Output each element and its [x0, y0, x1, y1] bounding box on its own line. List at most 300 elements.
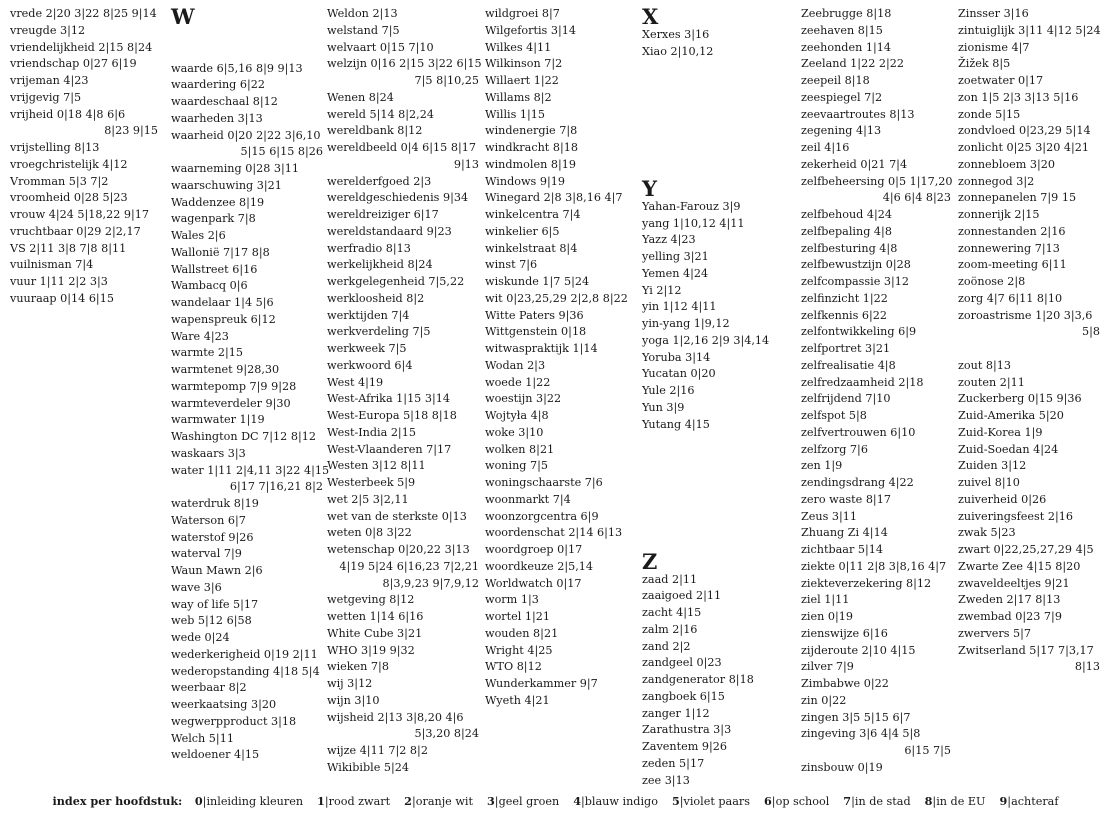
index-entry: winkelstraat 8|4	[485, 241, 578, 255]
index-entry: woonmarkt 7|4	[485, 492, 571, 506]
index-entry: zeden 5|17	[642, 756, 705, 770]
index-entry: werkwoord 6|4	[327, 358, 413, 372]
chapter-separator: |	[494, 795, 499, 808]
index-entry: zien 0|19	[801, 610, 853, 623]
index-entry: ziekte 0|11 2|8 3|8,16 4|7	[801, 559, 947, 573]
section-letter: Y	[642, 175, 657, 201]
index-entry: welvaart 0|15 7|10	[327, 40, 434, 54]
index-entry: Witte Paters 9|36	[485, 308, 584, 322]
index-entry: wijn 3|10	[327, 693, 380, 707]
index-entry: zonnebloem 3|20	[958, 157, 1056, 171]
chapter-legend-item	[317, 795, 390, 808]
index-entry: Wodan 2|3	[485, 358, 546, 372]
index-entry-continuation: 7|5 8|10,25	[414, 74, 479, 87]
index-entry: zonlicht 0|25 3|20 4|21	[958, 141, 1089, 154]
index-entry: zaaigoed 2|11	[642, 589, 722, 603]
index-entry: ziekteverzekering 8|12	[801, 576, 932, 590]
index-entry: Žižek 8|5	[958, 57, 1011, 71]
index-entry: wetgeving 8|12	[327, 593, 415, 607]
index-entry: zoetwater 0|17	[958, 74, 1044, 87]
index-entry: waardering 6|22	[171, 78, 266, 92]
index-entry: zangboek 6|15	[642, 689, 725, 703]
index-entry: zinsbouw 0|19	[801, 760, 883, 774]
index-entry-continuation: 8|23 9|15	[104, 124, 158, 138]
index-entry: wetten 1|14 6|16	[327, 610, 424, 623]
chapter-number: 7	[843, 794, 852, 808]
spacer	[642, 517, 792, 534]
index-entry: wit 0|23,25,29 2|2,8 8|22	[485, 291, 628, 305]
index-entry: woestijn 3|22	[485, 392, 562, 406]
index-entry: wave 3|6	[171, 580, 222, 594]
index-entry: warmwater 1|19	[171, 413, 265, 427]
index-entry: wet 2|5 3|2,11	[327, 492, 409, 506]
index-column-2	[171, 4, 330, 764]
index-entry: Zuid-Amerika 5|20	[958, 409, 1064, 422]
index-entry: woningschaarste 7|6	[485, 476, 603, 489]
index-entry: Zarathustra 3|3	[642, 723, 732, 737]
index-entry: Wojtyła 4|8	[485, 409, 549, 422]
index-entry: Zeebrugge 8|18	[801, 7, 892, 20]
index-entry: zelfbepaling 4|8	[801, 224, 892, 238]
index-entry: vrede 2|20 3|22 8|25 9|14	[10, 7, 157, 20]
chapter-name: geel groen	[498, 795, 560, 808]
index-entry: warmtepomp 7|9 9|28	[171, 379, 297, 393]
index-column-1	[10, 6, 158, 308]
index-column-6	[801, 6, 951, 777]
index-entry: vriendschap 0|27 6|19	[10, 57, 137, 71]
chapter-separator: |	[1007, 795, 1012, 808]
index-entry: zaad 2|11	[642, 572, 698, 586]
index-entry: zeehonden 1|14	[801, 40, 891, 54]
chapter-separator: |	[324, 795, 329, 808]
index-entry-continuation: 6|17 7|16,21 8|2	[229, 480, 323, 494]
chapter-number: 5	[671, 794, 680, 808]
chapter-number: 2	[404, 794, 412, 808]
index-entry: vuilnisman 7|4	[10, 258, 94, 272]
index-entry: zandgeel 0|23	[642, 656, 722, 670]
chapter-number: 3	[487, 794, 495, 808]
index-entry: Zimbabwe 0|22	[801, 677, 889, 690]
index-entry: zingen 3|5 5|15 6|7	[801, 710, 911, 724]
chapter-separator: |	[679, 795, 684, 808]
index-entry: West-India 2|15	[327, 425, 416, 439]
index-entry: woning 7|5	[485, 459, 549, 473]
index-entry: Wikibible 5|24	[327, 760, 410, 774]
index-entry: Wyeth 4|21	[485, 693, 550, 707]
index-entry: Wenen 8|24	[327, 90, 394, 104]
chapter-number: 8	[924, 794, 933, 808]
index-entry: zekerheid 0|21 7|4	[801, 157, 908, 171]
index-entry: Zuckerberg 0|15 9|36	[958, 392, 1082, 406]
index-column-4	[485, 6, 633, 710]
index-entry: West-Vlaanderen 7|17	[327, 442, 452, 456]
spacer	[642, 128, 792, 145]
index-entry-continuation: 5|15 6|15 8|26	[240, 145, 323, 159]
chapter-legend-item	[195, 795, 303, 808]
index-entry: vroegchristelijk 4|12	[10, 157, 128, 171]
index-entry: WTO 8|12	[485, 660, 542, 674]
index-entry-continuation: 9|13	[453, 157, 479, 171]
index-entry: wijze 4|11 7|2 8|2	[327, 744, 428, 757]
spacer	[642, 94, 792, 111]
index-entry: zonnerijk 2|15	[958, 208, 1040, 221]
index-column-5	[642, 6, 792, 789]
index-entry: werkverdeling 7|5	[327, 325, 431, 339]
chapter-legend-item	[487, 795, 559, 808]
index-entry: zanger 1|12	[642, 706, 710, 720]
section-letter: X	[642, 4, 659, 29]
index-entry: waarheid 0|20 2|22 3|6,10	[171, 128, 321, 142]
index-entry: zen 1|9	[801, 459, 843, 473]
chapter-name: in de EU	[936, 795, 986, 808]
index-entry: wiskunde 1|7 5|24	[485, 275, 590, 288]
index-entry: werkgelegenheid 7|5,22	[327, 275, 465, 288]
index-entry: Xerxes 3|16	[642, 28, 710, 41]
spacer	[642, 500, 792, 517]
index-entry: Waterson 6|7	[171, 513, 246, 527]
index-entry: zelfontwikkeling 6|9	[801, 325, 917, 339]
index-entry: woordkeuze 2|5,14	[485, 559, 594, 573]
index-entry: vuur 1|11 2|2 3|3	[10, 275, 108, 288]
index-entry: way of life 5|17	[171, 597, 259, 611]
index-entry: Zuiden 3|12	[958, 459, 1027, 473]
index-entry: Yucatan 0|20	[642, 367, 716, 381]
chapter-legend-item	[764, 795, 829, 808]
index-entry: wortel 1|21	[485, 610, 551, 623]
spacer	[958, 341, 1100, 358]
index-entry: wouden 8|21	[485, 626, 559, 640]
index-entry: vriendelijkheid 2|15 8|24	[10, 40, 153, 54]
index-entry: Wunderkammer 9|7	[485, 677, 598, 690]
index-entry: Willis 1|15	[485, 107, 546, 121]
spacer	[642, 144, 792, 161]
index-entry: Yun 3|9	[642, 400, 685, 414]
index-entry: zon 1|5 2|3 3|13 5|16	[958, 90, 1079, 104]
index-entry: warmteverdeler 9|30	[171, 396, 291, 410]
spacer	[171, 27, 323, 44]
index-entry: zwervers 5|7	[958, 626, 1032, 640]
index-entry: yang 1|10,12 4|11	[642, 216, 745, 230]
index-entry: zorg 4|7 6|11 8|10	[958, 291, 1063, 305]
index-entry: zelfportret 3|21	[801, 342, 891, 355]
index-entry: warmtenet 9|28,30	[171, 363, 280, 376]
index-entry: werktijden 7|4	[327, 308, 410, 322]
index-entry: woke 3|10	[485, 425, 544, 439]
index-entry: zelfredzaamheid 2|18	[801, 375, 924, 389]
index-entry: zero waste 8|17	[801, 492, 891, 506]
chapter-legend-items	[186, 795, 1059, 808]
index-entry: zoönose 2|8	[958, 275, 1026, 288]
index-entry: zwak 5|23	[958, 526, 1016, 540]
index-entry: zuivel 8|10	[958, 476, 1020, 489]
index-entry: Winegard 2|8 3|8,16 4|7	[485, 191, 623, 205]
index-entry: welzijn 0|16 2|15 3|22 6|15	[327, 57, 482, 71]
index-entry: White Cube 3|21	[327, 626, 423, 640]
chapter-name: oranje wit	[415, 795, 473, 808]
index-entry: werkelijkheid 8|24	[327, 258, 433, 272]
index-entry: Zeeland 1|22 2|22	[801, 57, 904, 71]
index-entry: web 5|12 6|58	[171, 614, 252, 628]
index-entry: Wallstreet 6|16	[171, 262, 258, 276]
index-entry: zijderoute 2|10 4|15	[801, 643, 916, 657]
index-entry: West-Europa 5|18 8|18	[327, 409, 457, 422]
index-entry: winst 7|6	[485, 258, 538, 272]
index-entry: wede 0|24	[171, 631, 230, 644]
index-entry: zelfspot 5|8	[801, 409, 867, 422]
index-entry: Zwitserland 5|17 7|3,17	[958, 643, 1094, 657]
index-entry: zin 0|22	[801, 693, 847, 707]
index-entry: wetenschap 0|20,22 3|13	[327, 543, 470, 556]
index-entry: zandgenerator 8|18	[642, 673, 754, 686]
chapter-name: in de stad	[854, 795, 911, 808]
index-entry: zuiveringsfeest 2|16	[958, 509, 1073, 523]
index-entry: waarde 6|5,16 8|9 9|13	[171, 61, 303, 75]
spacer	[642, 111, 792, 128]
index-entry: zintuiglijk 3|11 4|12 5|24	[958, 23, 1101, 37]
index-entry: zienswijze 6|16	[801, 626, 888, 640]
index-entry: VS 2|11 3|8 7|8 8|11	[10, 241, 127, 255]
index-entry: yoga 1|2,16 2|9 3|4,14	[642, 333, 770, 347]
index-entry: West-Afrika 1|15 3|14	[327, 392, 450, 406]
index-entry: vreugde 3|12	[10, 23, 86, 37]
index-entry: windmolen 8|19	[485, 157, 576, 171]
index-entry: waardeschaal 8|12	[171, 95, 278, 108]
index-entry-continuation: 6|15 7|5	[904, 744, 951, 757]
index-entry: weten 0|8 3|22	[327, 526, 412, 540]
index-entry: wederkerigheid 0|19 2|11	[171, 647, 318, 661]
index-entry: Windows 9|19	[485, 174, 565, 188]
index-entry: Zhuang Zi 4|14	[801, 526, 888, 540]
chapter-number: 0	[194, 794, 203, 808]
index-entry: zonnepanelen 7|9 15	[958, 191, 1077, 205]
index-entry: wandelaar 1|4 5|6	[171, 296, 274, 309]
index-entry: zelfbehoud 4|24	[801, 208, 893, 221]
index-entry: zondvloed 0|23,29 5|14	[958, 124, 1091, 138]
index-entry: vrijeman 4|23	[10, 74, 89, 87]
index-entry: Yi 2|12	[642, 283, 682, 297]
index-entry: waterstof 9|26	[171, 530, 254, 544]
index-entry: Zuid-Korea 1|9	[958, 425, 1043, 439]
index-entry: Ware 4|23	[171, 329, 229, 343]
index-entry: zelfkennis 6|22	[801, 308, 888, 322]
index-column-7	[958, 6, 1100, 676]
index-entry: Waddenzee 8|19	[171, 195, 265, 209]
index-entry: Willaert 1|22	[485, 74, 559, 87]
spacer	[642, 61, 792, 78]
index-entry: Wilkes 4|11	[485, 40, 552, 54]
index-entry: zelfvertrouwen 6|10	[801, 425, 916, 439]
chapter-number: 4	[573, 794, 581, 808]
index-entry: zoom-meeting 6|11	[958, 258, 1067, 272]
index-entry: zout 8|13	[958, 358, 1012, 372]
index-entry: zeehaven 8|15	[801, 23, 883, 37]
index-entry: zelfinzicht 1|22	[801, 291, 888, 305]
index-entry: werelderfgoed 2|3	[327, 174, 432, 188]
index-entry: Zwarte Zee 4|15 8|20	[958, 559, 1081, 573]
index-entry: Worldwatch 0|17	[485, 576, 582, 590]
index-entry: Wambacq 0|6	[171, 279, 248, 293]
index-entry: woede 1|22	[485, 375, 551, 389]
index-entry: zonnestanden 2|16	[958, 224, 1066, 238]
index-entry: zelfzorg 7|6	[801, 442, 868, 456]
index-entry: wereldstandaard 9|23	[327, 224, 452, 238]
chapter-name: rood zwart	[328, 795, 391, 808]
index-entry: zwart 0|22,25,27,29 4|5	[958, 543, 1094, 556]
chapter-legend-item	[999, 795, 1058, 808]
index-entry: wieken 7|8	[327, 660, 389, 674]
index-entry: woonzorgcentra 6|9	[485, 509, 599, 523]
index-entry: weerkaatsing 3|20	[171, 698, 277, 711]
index-entry: wildgroei 8|7	[485, 7, 560, 20]
index-entry: wapenspreuk 6|12	[171, 312, 276, 326]
chapter-separator: |	[932, 795, 937, 808]
section-letter: Z	[642, 548, 658, 574]
index-entry: waarneming 0|28 3|11	[171, 162, 300, 175]
chapter-legend-item	[925, 795, 986, 808]
index-entry: zand 2|2	[642, 639, 691, 653]
chapter-separator: |	[851, 795, 855, 808]
index-column-3	[327, 6, 482, 777]
index-entry: zee 3|13	[642, 773, 690, 787]
chapter-legend-label: index per hoofdstuk:	[52, 794, 183, 808]
index-entry: zilver 7|9	[801, 660, 854, 674]
chapter-name: inleiding kleuren	[206, 795, 304, 808]
index-entry-continuation: 5|3,20 8|24	[414, 727, 479, 741]
index-entry: woordenschat 2|14 6|13	[485, 526, 623, 540]
chapter-number: 6	[764, 794, 772, 808]
index-entry: zonnewering 7|13	[958, 241, 1060, 255]
chapter-separator: |	[580, 795, 585, 808]
section-letter: W	[171, 4, 195, 29]
index-entry: yin-yang 1|9,12	[642, 317, 730, 330]
index-entry: zouten 2|11	[958, 375, 1025, 389]
index-entry: winkelier 6|5	[485, 224, 560, 238]
index-entry: Wittgenstein 0|18	[485, 325, 587, 339]
index-entry: werfradio 8|13	[327, 241, 411, 255]
chapter-separator: |	[202, 795, 207, 808]
chapter-number: 9	[999, 794, 1008, 808]
index-entry: Yahan-Farouz 3|9	[642, 199, 741, 213]
index-entry: Zaventem 9|26	[642, 740, 727, 753]
index-entry: Yemen 4|24	[642, 266, 709, 280]
index-entry: wegwerpproduct 3|18	[171, 714, 297, 728]
index-entry: vruchtbaar 0|29 2|2,17	[10, 224, 141, 238]
chapter-legend-item	[404, 795, 473, 808]
chapter-legend	[0, 792, 1111, 811]
spacer	[642, 450, 792, 467]
index-entry: zonnegod 3|2	[958, 174, 1035, 188]
index-entry: wet van de sterkste 0|13	[327, 509, 467, 523]
index-entry: Yule 2|16	[642, 384, 695, 397]
index-entry: Yoruba 3|14	[642, 350, 711, 364]
index-entry-continuation: 5|8	[1081, 325, 1100, 339]
spacer	[642, 77, 792, 94]
index-entry: wereld 5|14 8|2,24	[327, 107, 434, 121]
chapter-name: blauw indigo	[584, 795, 658, 808]
index-entry: WHO 3|19 9|32	[327, 643, 415, 657]
index-entry: Westen 3|12 8|11	[327, 459, 426, 473]
index-entry: woordgroep 0|17	[485, 543, 583, 556]
index-entry-continuation: 4|19 5|24 6|16,23 7|2,21	[339, 559, 479, 573]
index-entry: vrijgevig 7|5	[10, 90, 82, 104]
index-entry: werkloosheid 8|2	[327, 291, 425, 305]
index-entry: waskaars 3|3	[171, 446, 246, 460]
index-entry: yin 1|12 4|11	[642, 300, 717, 314]
index-entry: Zeus 3|11	[801, 509, 858, 523]
index-entry: winkelcentra 7|4	[485, 208, 581, 221]
index-entry: zoroastrisme 1|20 3|3,6	[958, 308, 1093, 322]
index-entry: zichtbaar 5|14	[801, 543, 883, 556]
index-entry: zalm 2|16	[642, 622, 698, 636]
spacer	[642, 467, 792, 484]
chapter-name: op school	[775, 795, 830, 808]
index-entry: West 4|19	[327, 375, 384, 389]
index-entry: Yutang 4|15	[642, 417, 710, 431]
index-entry: zwembad 0|23 7|9	[958, 610, 1062, 623]
index-entry: windenergie 7|8	[485, 124, 578, 138]
chapter-legend-item	[672, 795, 750, 808]
index-entry: zeespiegel 7|2	[801, 90, 883, 104]
index-entry: wereldreiziger 6|17	[327, 208, 439, 221]
index-entry: Willams 8|2	[485, 90, 552, 104]
index-entry: waarschuwing 3|21	[171, 178, 282, 192]
index-entry: zionisme 4|7	[958, 40, 1030, 54]
index-entry: Wallonië 7|17 8|8	[171, 245, 270, 259]
index-entry: warmte 2|15	[171, 346, 243, 360]
index-entry: zendingsdrang 4|22	[801, 476, 914, 489]
spacer	[642, 534, 792, 551]
index-entry: zeepeil 8|18	[801, 74, 870, 87]
index-entry: Wright 4|25	[485, 643, 553, 657]
index-entry: worm 1|3	[485, 593, 539, 607]
index-entry: Waun Mawn 2|6	[171, 564, 263, 577]
index-entry: zelfrijdend 7|10	[801, 392, 891, 406]
index-entry: vuuraap 0|14 6|15	[10, 291, 114, 305]
spacer	[642, 433, 792, 450]
index-entry: wereldgeschiedenis 9|34	[327, 191, 469, 205]
index-entry: wereldbank 8|12	[327, 124, 423, 138]
index-entry: vrouw 4|24 5|18,22 9|17	[10, 208, 150, 221]
index-entry: zegening 4|13	[801, 124, 882, 138]
index-entry-continuation: 8|3,9,23 9|7,9,12	[382, 576, 479, 590]
index-entry: zeil 4|16	[801, 141, 850, 154]
index-entry: Xiao 2|10,12	[642, 44, 714, 58]
chapter-legend-item	[843, 795, 910, 808]
index-entry: waarheden 3|13	[171, 111, 263, 125]
index-entry: zelfbeheersing 0|5 1|17,20	[801, 174, 953, 188]
index-entry: zacht 4|15	[642, 606, 702, 619]
index-entry: wereldbeeld 0|4 6|15 8|17	[327, 141, 476, 154]
index-entry: water 1|11 2|4,11 3|22 4|15	[171, 463, 330, 477]
index-entry: Zuid-Soedan 4|24	[958, 442, 1059, 456]
index-entry: Zinsser 3|16	[958, 7, 1029, 20]
index-entry: werkweek 7|5	[327, 342, 407, 355]
chapter-name: violet paars	[683, 795, 750, 808]
index-entry: zingeving 3|6 4|4 5|8	[801, 727, 921, 741]
chapter-name: achteraf	[1011, 795, 1059, 808]
index-entry: zeevaartroutes 8|13	[801, 107, 915, 121]
index-entry: wederopstanding 4|18 5|4	[171, 664, 320, 678]
index-entry: Welch 5|11	[171, 731, 234, 745]
chapter-number: 1	[317, 794, 325, 808]
chapter-legend-item	[573, 795, 658, 808]
index-entry: wagenpark 7|8	[171, 212, 256, 226]
index-entry: zonde 5|15	[958, 107, 1021, 121]
index-entry: zuiverheid 0|26	[958, 492, 1047, 506]
chapter-separator: |	[411, 795, 416, 808]
index-entry: welstand 7|5	[327, 23, 400, 37]
index-entry: zelfbesturing 4|8	[801, 241, 898, 255]
